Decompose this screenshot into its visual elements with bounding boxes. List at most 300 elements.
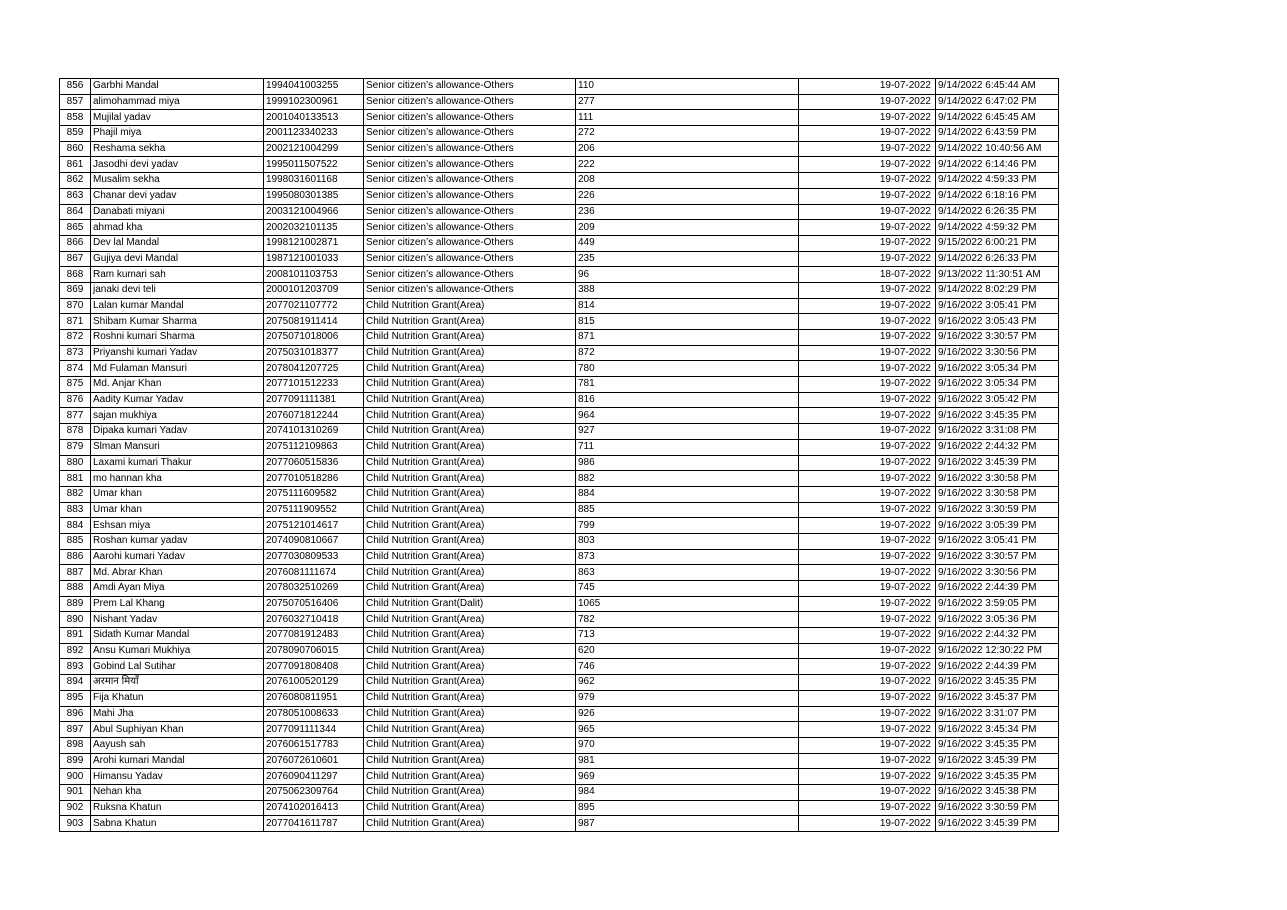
amount-cell: 873 [576,549,799,565]
date-cell: 19-07-2022 [799,173,936,189]
timestamp-cell: 9/14/2022 4:59:32 PM [936,220,1059,236]
allowance-type-cell: Child Nutrition Grant(Area) [364,471,576,487]
table-row [60,235,1059,251]
table-row [60,251,1059,267]
amount-cell: 970 [576,737,799,753]
allowance-type-cell: Child Nutrition Grant(Area) [364,533,576,549]
serial-number-cell: 863 [60,188,91,204]
timestamp-cell: 9/14/2022 6:26:35 PM [936,204,1059,220]
serial-number-cell: 865 [60,220,91,236]
table-row [60,282,1059,298]
table-row [60,722,1059,738]
amount-cell: 111 [576,110,799,126]
date-cell: 19-07-2022 [799,502,936,518]
date-cell: 19-07-2022 [799,345,936,361]
name-cell: Shibam Kumar Sharma [91,314,264,330]
allowance-type-cell: Child Nutrition Grant(Area) [364,753,576,769]
amount-cell: 713 [576,628,799,644]
timestamp-cell: 9/16/2022 3:05:34 PM [936,361,1059,377]
id-number-cell: 2077060515836 [264,455,364,471]
amount-cell: 986 [576,455,799,471]
allowance-type-cell: Senior citizen’s allowance-Others [364,110,576,126]
name-cell: Garbhi Mandal [91,79,264,95]
table-row [60,737,1059,753]
name-cell: sajan mukhiya [91,408,264,424]
name-cell: Ram kumari sah [91,267,264,283]
allowance-type-cell: Child Nutrition Grant(Area) [364,408,576,424]
amount-cell: 927 [576,424,799,440]
table-row [60,471,1059,487]
name-cell: अरमान मियाँ [91,675,264,691]
allowance-type-cell: Child Nutrition Grant(Area) [364,424,576,440]
serial-number-cell: 864 [60,204,91,220]
table-row [60,659,1059,675]
timestamp-cell: 9/16/2022 2:44:39 PM [936,581,1059,597]
id-number-cell: 1999102300961 [264,94,364,110]
table-row [60,675,1059,691]
date-cell: 19-07-2022 [799,628,936,644]
table-row [60,784,1059,800]
serial-number-cell: 893 [60,659,91,675]
timestamp-cell: 9/16/2022 3:59:05 PM [936,596,1059,612]
id-number-cell: 1998031601168 [264,173,364,189]
allowance-type-cell: Child Nutrition Grant(Area) [364,330,576,346]
name-cell: Mahi Jha [91,706,264,722]
allowance-type-cell: Senior citizen’s allowance-Others [364,251,576,267]
date-cell: 19-07-2022 [799,486,936,502]
serial-number-cell: 891 [60,628,91,644]
name-cell: Phajil miya [91,126,264,142]
id-number-cell: 2078051008633 [264,706,364,722]
timestamp-cell: 9/16/2022 3:30:56 PM [936,565,1059,581]
table-row [60,753,1059,769]
id-number-cell: 1987121001033 [264,251,364,267]
name-cell: Gobind Lal Sutihar [91,659,264,675]
name-cell: Umar khan [91,486,264,502]
amount-cell: 987 [576,816,799,832]
timestamp-cell: 9/14/2022 6:43:59 PM [936,126,1059,142]
allowance-type-cell: Child Nutrition Grant(Area) [364,706,576,722]
amount-cell: 620 [576,643,799,659]
serial-number-cell: 868 [60,267,91,283]
id-number-cell: 2002032101135 [264,220,364,236]
allowance-type-cell: Senior citizen’s allowance-Others [364,235,576,251]
timestamp-cell: 9/14/2022 6:47:02 PM [936,94,1059,110]
timestamp-cell: 9/16/2022 3:05:34 PM [936,377,1059,393]
name-cell: Roshni kumari Sharma [91,330,264,346]
date-cell: 19-07-2022 [799,581,936,597]
allowance-type-cell: Child Nutrition Grant(Area) [364,502,576,518]
amount-cell: 981 [576,753,799,769]
serial-number-cell: 895 [60,690,91,706]
amount-cell: 984 [576,784,799,800]
serial-number-cell: 880 [60,455,91,471]
id-number-cell: 2075121014617 [264,518,364,534]
allowance-type-cell: Child Nutrition Grant(Area) [364,549,576,565]
table-row [60,298,1059,314]
name-cell: Eshsan miya [91,518,264,534]
allowance-type-cell: Senior citizen’s allowance-Others [364,173,576,189]
amount-cell: 799 [576,518,799,534]
id-number-cell: 2078090706015 [264,643,364,659]
id-number-cell: 2001123340233 [264,126,364,142]
id-number-cell: 1994041003255 [264,79,364,95]
serial-number-cell: 857 [60,94,91,110]
timestamp-cell: 9/16/2022 3:31:07 PM [936,706,1059,722]
table-row [60,706,1059,722]
date-cell: 19-07-2022 [799,79,936,95]
id-number-cell: 2077091808408 [264,659,364,675]
allowance-type-cell: Senior citizen’s allowance-Others [364,188,576,204]
amount-cell: 206 [576,141,799,157]
allowance-type-cell: Senior citizen’s allowance-Others [364,282,576,298]
table-row [60,549,1059,565]
table-row [60,628,1059,644]
allowance-type-cell: Senior citizen’s allowance-Others [364,141,576,157]
date-cell: 19-07-2022 [799,330,936,346]
table-row [60,408,1059,424]
date-cell: 19-07-2022 [799,659,936,675]
table-row [60,220,1059,236]
date-cell: 19-07-2022 [799,800,936,816]
timestamp-cell: 9/16/2022 3:30:57 PM [936,549,1059,565]
serial-number-cell: 870 [60,298,91,314]
date-cell: 19-07-2022 [799,377,936,393]
allowance-type-cell: Child Nutrition Grant(Area) [364,722,576,738]
amount-cell: 746 [576,659,799,675]
id-number-cell: 2078041207725 [264,361,364,377]
id-number-cell: 2076090411297 [264,769,364,785]
timestamp-cell: 9/14/2022 6:26:33 PM [936,251,1059,267]
table-row [60,188,1059,204]
amount-cell: 745 [576,581,799,597]
name-cell: Musalim sekha [91,173,264,189]
date-cell: 19-07-2022 [799,690,936,706]
name-cell: Nishant Yadav [91,612,264,628]
id-number-cell: 2003121004966 [264,204,364,220]
id-number-cell: 2076072610601 [264,753,364,769]
serial-number-cell: 883 [60,502,91,518]
id-number-cell: 2074101310269 [264,424,364,440]
id-number-cell: 2078032510269 [264,581,364,597]
date-cell: 18-07-2022 [799,267,936,283]
name-cell: Md. Anjar Khan [91,377,264,393]
name-cell: Umar khan [91,502,264,518]
name-cell: Aadity Kumar Yadav [91,392,264,408]
id-number-cell: 2075081911414 [264,314,364,330]
amount-cell: 863 [576,565,799,581]
id-number-cell: 2001040133513 [264,110,364,126]
amount-cell: 780 [576,361,799,377]
serial-number-cell: 871 [60,314,91,330]
id-number-cell: 2075112109863 [264,439,364,455]
id-number-cell: 2075062309764 [264,784,364,800]
timestamp-cell: 9/16/2022 3:30:59 PM [936,800,1059,816]
table-row [60,596,1059,612]
amount-cell: 884 [576,486,799,502]
date-cell: 19-07-2022 [799,455,936,471]
allowance-type-cell: Child Nutrition Grant(Area) [364,784,576,800]
allowance-type-cell: Senior citizen’s allowance-Others [364,94,576,110]
date-cell: 19-07-2022 [799,675,936,691]
timestamp-cell: 9/16/2022 2:44:32 PM [936,439,1059,455]
allowance-type-cell: Child Nutrition Grant(Area) [364,737,576,753]
name-cell: Dipaka kumari Yadav [91,424,264,440]
timestamp-cell: 9/16/2022 3:45:39 PM [936,753,1059,769]
table-row [60,769,1059,785]
timestamp-cell: 9/16/2022 12:30:22 PM [936,643,1059,659]
name-cell: Reshama sekha [91,141,264,157]
name-cell: Ruksna Khatun [91,800,264,816]
amount-cell: 209 [576,220,799,236]
table-row [60,690,1059,706]
table-row [60,94,1059,110]
amount-cell: 803 [576,533,799,549]
amount-cell: 222 [576,157,799,173]
id-number-cell: 2076061517783 [264,737,364,753]
table-row [60,345,1059,361]
timestamp-cell: 9/16/2022 3:45:34 PM [936,722,1059,738]
allowance-type-cell: Child Nutrition Grant(Area) [364,769,576,785]
table-row [60,455,1059,471]
timestamp-cell: 9/16/2022 3:30:57 PM [936,330,1059,346]
serial-number-cell: 856 [60,79,91,95]
allowance-type-cell: Child Nutrition Grant(Area) [364,345,576,361]
name-cell: Roshan kumar yadav [91,533,264,549]
name-cell: Amdi Ayan Miya [91,581,264,597]
serial-number-cell: 900 [60,769,91,785]
serial-number-cell: 902 [60,800,91,816]
amount-cell: 277 [576,94,799,110]
id-number-cell: 2076080811951 [264,690,364,706]
date-cell: 19-07-2022 [799,314,936,330]
table-row [60,126,1059,142]
amount-cell: 226 [576,188,799,204]
id-number-cell: 2077010518286 [264,471,364,487]
table-row [60,79,1059,95]
date-cell: 19-07-2022 [799,204,936,220]
name-cell: alimohammad miya [91,94,264,110]
table-row [60,533,1059,549]
serial-number-cell: 887 [60,565,91,581]
allowance-type-cell: Child Nutrition Grant(Area) [364,690,576,706]
timestamp-cell: 9/16/2022 3:31:08 PM [936,424,1059,440]
table-row [60,486,1059,502]
serial-number-cell: 903 [60,816,91,832]
table-row [60,424,1059,440]
name-cell: Arohi kumari Mandal [91,753,264,769]
id-number-cell: 2075070516406 [264,596,364,612]
allowance-type-cell: Child Nutrition Grant(Area) [364,643,576,659]
id-number-cell: 2002121004299 [264,141,364,157]
id-number-cell: 2074090810667 [264,533,364,549]
date-cell: 19-07-2022 [799,722,936,738]
timestamp-cell: 9/16/2022 3:05:43 PM [936,314,1059,330]
name-cell: Aayush sah [91,737,264,753]
allowance-type-cell: Child Nutrition Grant(Area) [364,392,576,408]
amount-cell: 782 [576,612,799,628]
timestamp-cell: 9/13/2022 11:30:51 AM [936,267,1059,283]
date-cell: 19-07-2022 [799,220,936,236]
allowance-type-cell: Senior citizen’s allowance-Others [364,220,576,236]
date-cell: 19-07-2022 [799,408,936,424]
table-row [60,439,1059,455]
allowance-type-cell: Senior citizen’s allowance-Others [364,126,576,142]
timestamp-cell: 9/16/2022 3:30:58 PM [936,486,1059,502]
id-number-cell: 2076032710418 [264,612,364,628]
id-number-cell: 2076081111674 [264,565,364,581]
id-number-cell: 1995080301385 [264,188,364,204]
date-cell: 19-07-2022 [799,298,936,314]
serial-number-cell: 877 [60,408,91,424]
id-number-cell: 1995011507522 [264,157,364,173]
amount-cell: 711 [576,439,799,455]
timestamp-cell: 9/15/2022 6:00:21 PM [936,235,1059,251]
serial-number-cell: 894 [60,675,91,691]
serial-number-cell: 899 [60,753,91,769]
date-cell: 19-07-2022 [799,769,936,785]
allowance-type-cell: Child Nutrition Grant(Area) [364,675,576,691]
id-number-cell: 2074102016413 [264,800,364,816]
amount-cell: 816 [576,392,799,408]
table-row [60,816,1059,832]
amount-cell: 236 [576,204,799,220]
name-cell: Md Fulaman Mansuri [91,361,264,377]
serial-number-cell: 898 [60,737,91,753]
date-cell: 19-07-2022 [799,361,936,377]
id-number-cell: 2077091111344 [264,722,364,738]
serial-number-cell: 889 [60,596,91,612]
table-row [60,581,1059,597]
table-row [60,361,1059,377]
serial-number-cell: 876 [60,392,91,408]
table-row [60,330,1059,346]
amount-cell: 895 [576,800,799,816]
amount-cell: 815 [576,314,799,330]
name-cell: Mujilal yadav [91,110,264,126]
table-row [60,377,1059,393]
allowance-type-cell: Child Nutrition Grant(Area) [364,612,576,628]
serial-number-cell: 858 [60,110,91,126]
serial-number-cell: 859 [60,126,91,142]
serial-number-cell: 862 [60,173,91,189]
date-cell: 19-07-2022 [799,643,936,659]
table-row [60,204,1059,220]
allowance-type-cell: Child Nutrition Grant(Area) [364,455,576,471]
timestamp-cell: 9/16/2022 3:45:38 PM [936,784,1059,800]
name-cell: janaki devi teli [91,282,264,298]
table-row [60,267,1059,283]
table-row [60,612,1059,628]
amount-cell: 110 [576,79,799,95]
table-row [60,110,1059,126]
timestamp-cell: 9/16/2022 3:05:36 PM [936,612,1059,628]
table-row [60,800,1059,816]
amount-cell: 272 [576,126,799,142]
id-number-cell: 2077021107772 [264,298,364,314]
amount-cell: 814 [576,298,799,314]
name-cell: Aarohi kumari Yadav [91,549,264,565]
table-row [60,565,1059,581]
amount-cell: 962 [576,675,799,691]
amount-cell: 208 [576,173,799,189]
table-row [60,392,1059,408]
amount-cell: 979 [576,690,799,706]
name-cell: Nehan kha [91,784,264,800]
timestamp-cell: 9/16/2022 3:45:35 PM [936,769,1059,785]
allowance-type-cell: Child Nutrition Grant(Area) [364,314,576,330]
amount-cell: 96 [576,267,799,283]
timestamp-cell: 9/14/2022 8:02:29 PM [936,282,1059,298]
name-cell: Danabati miyani [91,204,264,220]
serial-number-cell: 881 [60,471,91,487]
id-number-cell: 2077030809533 [264,549,364,565]
name-cell: Slman Mansuri [91,439,264,455]
allowance-type-cell: Child Nutrition Grant(Area) [364,439,576,455]
timestamp-cell: 9/14/2022 6:45:44 AM [936,79,1059,95]
date-cell: 19-07-2022 [799,737,936,753]
timestamp-cell: 9/16/2022 3:30:59 PM [936,502,1059,518]
serial-number-cell: 867 [60,251,91,267]
date-cell: 19-07-2022 [799,126,936,142]
serial-number-cell: 872 [60,330,91,346]
name-cell: Fija Khatun [91,690,264,706]
date-cell: 19-07-2022 [799,439,936,455]
table-row [60,502,1059,518]
date-cell: 19-07-2022 [799,753,936,769]
allowance-type-cell: Child Nutrition Grant(Dalit) [364,596,576,612]
allowance-type-cell: Senior citizen’s allowance-Others [364,267,576,283]
allowance-type-cell: Child Nutrition Grant(Area) [364,800,576,816]
amount-cell: 969 [576,769,799,785]
amount-cell: 872 [576,345,799,361]
amount-cell: 964 [576,408,799,424]
amount-cell: 449 [576,235,799,251]
timestamp-cell: 9/16/2022 3:05:41 PM [936,533,1059,549]
date-cell: 19-07-2022 [799,157,936,173]
table-row [60,173,1059,189]
date-cell: 19-07-2022 [799,110,936,126]
timestamp-cell: 9/16/2022 3:45:35 PM [936,408,1059,424]
timestamp-cell: 9/14/2022 4:59:33 PM [936,173,1059,189]
id-number-cell: 2076071812244 [264,408,364,424]
table-row [60,643,1059,659]
allowance-type-cell: Senior citizen’s allowance-Others [364,79,576,95]
amount-cell: 1065 [576,596,799,612]
date-cell: 19-07-2022 [799,596,936,612]
date-cell: 19-07-2022 [799,424,936,440]
date-cell: 19-07-2022 [799,706,936,722]
serial-number-cell: 878 [60,424,91,440]
timestamp-cell: 9/16/2022 2:44:32 PM [936,628,1059,644]
timestamp-cell: 9/16/2022 3:45:39 PM [936,455,1059,471]
id-number-cell: 2077091111381 [264,392,364,408]
serial-number-cell: 879 [60,439,91,455]
id-number-cell: 2075111909552 [264,502,364,518]
table-row [60,314,1059,330]
name-cell: ahmad kha [91,220,264,236]
date-cell: 19-07-2022 [799,188,936,204]
name-cell: Jasodhi devi yadav [91,157,264,173]
table-row [60,518,1059,534]
timestamp-cell: 9/16/2022 3:45:39 PM [936,816,1059,832]
date-cell: 19-07-2022 [799,784,936,800]
timestamp-cell: 9/16/2022 3:45:35 PM [936,737,1059,753]
name-cell: Prem Lal Khang [91,596,264,612]
name-cell: Sidath Kumar Mandal [91,628,264,644]
date-cell: 19-07-2022 [799,518,936,534]
amount-cell: 885 [576,502,799,518]
